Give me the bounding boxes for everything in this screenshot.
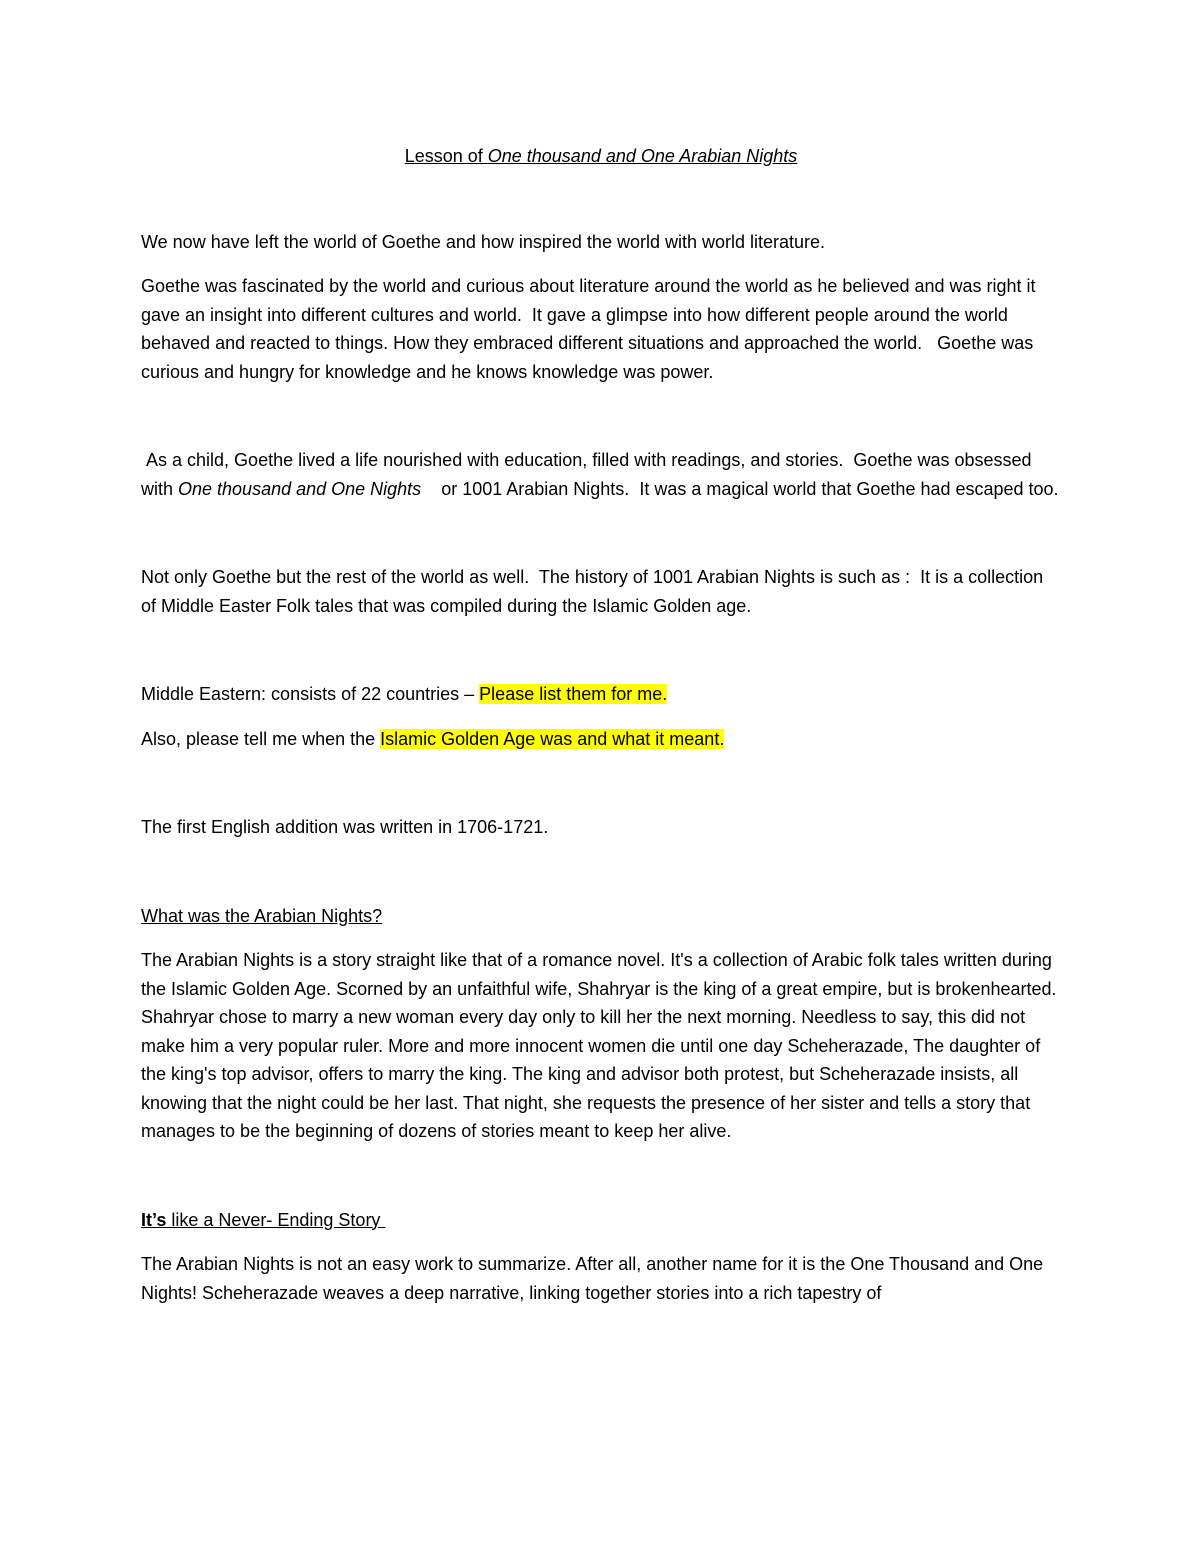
title-italic: One thousand and One Arabian Nights bbox=[487, 146, 798, 166]
childhood-italic-title: One thousand and One Nights bbox=[178, 478, 422, 499]
paragraph-middle-eastern bbox=[141, 680, 1061, 709]
middle-eastern-text: Middle Eastern: consists of 22 countries – bbox=[141, 684, 480, 704]
paragraph-intro: We now have left the world of Goethe and how inspired the world with world literature. bbox=[141, 231, 826, 252]
heading-never-ending-story bbox=[141, 1206, 1061, 1235]
paragraph-summary: The Arabian Nights is not an easy work to summarize. After all, another name for it is the One Thousand and One Nights! Scheherazade weaves a deep narrative, linking together stories into a rich tapestry of bbox=[141, 1254, 1049, 1303]
paragraph-golden-age-request bbox=[141, 725, 1061, 754]
title-prefix: Lesson of bbox=[404, 146, 488, 166]
childhood-text-before: As a child, Goethe lived a life nourished with education, filled with readings, and stories. Goethe was obsessed with bbox=[141, 450, 1037, 499]
document-body bbox=[141, 142, 1061, 1307]
heading-bold-part: It’s bbox=[141, 1209, 167, 1230]
highlight-golden-age: Islamic Golden Age was and what it meant. bbox=[380, 728, 725, 749]
paragraph-goethe-childhood bbox=[141, 446, 1061, 503]
golden-age-text: Also, please tell me when the bbox=[141, 728, 381, 749]
paragraph-history: Not only Goethe but the rest of the world as well. The history of 1001 Arabian Nights is such as : It is a collection of Middle Easter Folk tales that was compiled during the Islamic Golden age. bbox=[141, 567, 1049, 616]
document-title bbox=[141, 142, 1061, 171]
heading-rest-part: like a Never- Ending Story bbox=[166, 1209, 386, 1230]
paragraph-arabian-nights-story: The Arabian Nights is a story straight like that of a romance novel. It's a collection of Arabic folk tales written during the Islamic Golden Age. Scorned by an unfaithful wife, Shahryar is the king of a great empire, but is brokenhearted. Shahryar chose to marry a new woman every day only to kill her the next morning. Needless to say, this did not make him a very popular ruler. More and more innocent women die until one day Scheherazade, The daughter of the king's top advisor, offers to marry the king. The king and advisor both protest, but Scheherazade insists, all knowing that the night could be her last. That night, she requests the presence of her sister and tells a story that manages to be the beginning of dozens of stories meant to keep her alive. bbox=[141, 950, 1062, 1141]
heading-what-was-arabian-nights: What was the Arabian Nights? bbox=[141, 905, 383, 926]
highlight-list-request: Please list them for me. bbox=[479, 684, 668, 704]
paragraph-first-english: The first English addition was written in 1706-1721. bbox=[141, 817, 549, 837]
childhood-text-after: or 1001 Arabian Nights. It was a magical world that Goethe had escaped too. bbox=[421, 478, 1059, 499]
paragraph-goethe-fascinated: Goethe was fascinated by the world and curious about literature around the world as he believed and was right it gave an insight into different cultures and world. It gave a glimpse into how different people around the world behaved and reacted to things. How they embraced different situations and approached the world. Goethe was curious and hungry for knowledge and he knows knowledge was power. bbox=[141, 276, 1041, 382]
